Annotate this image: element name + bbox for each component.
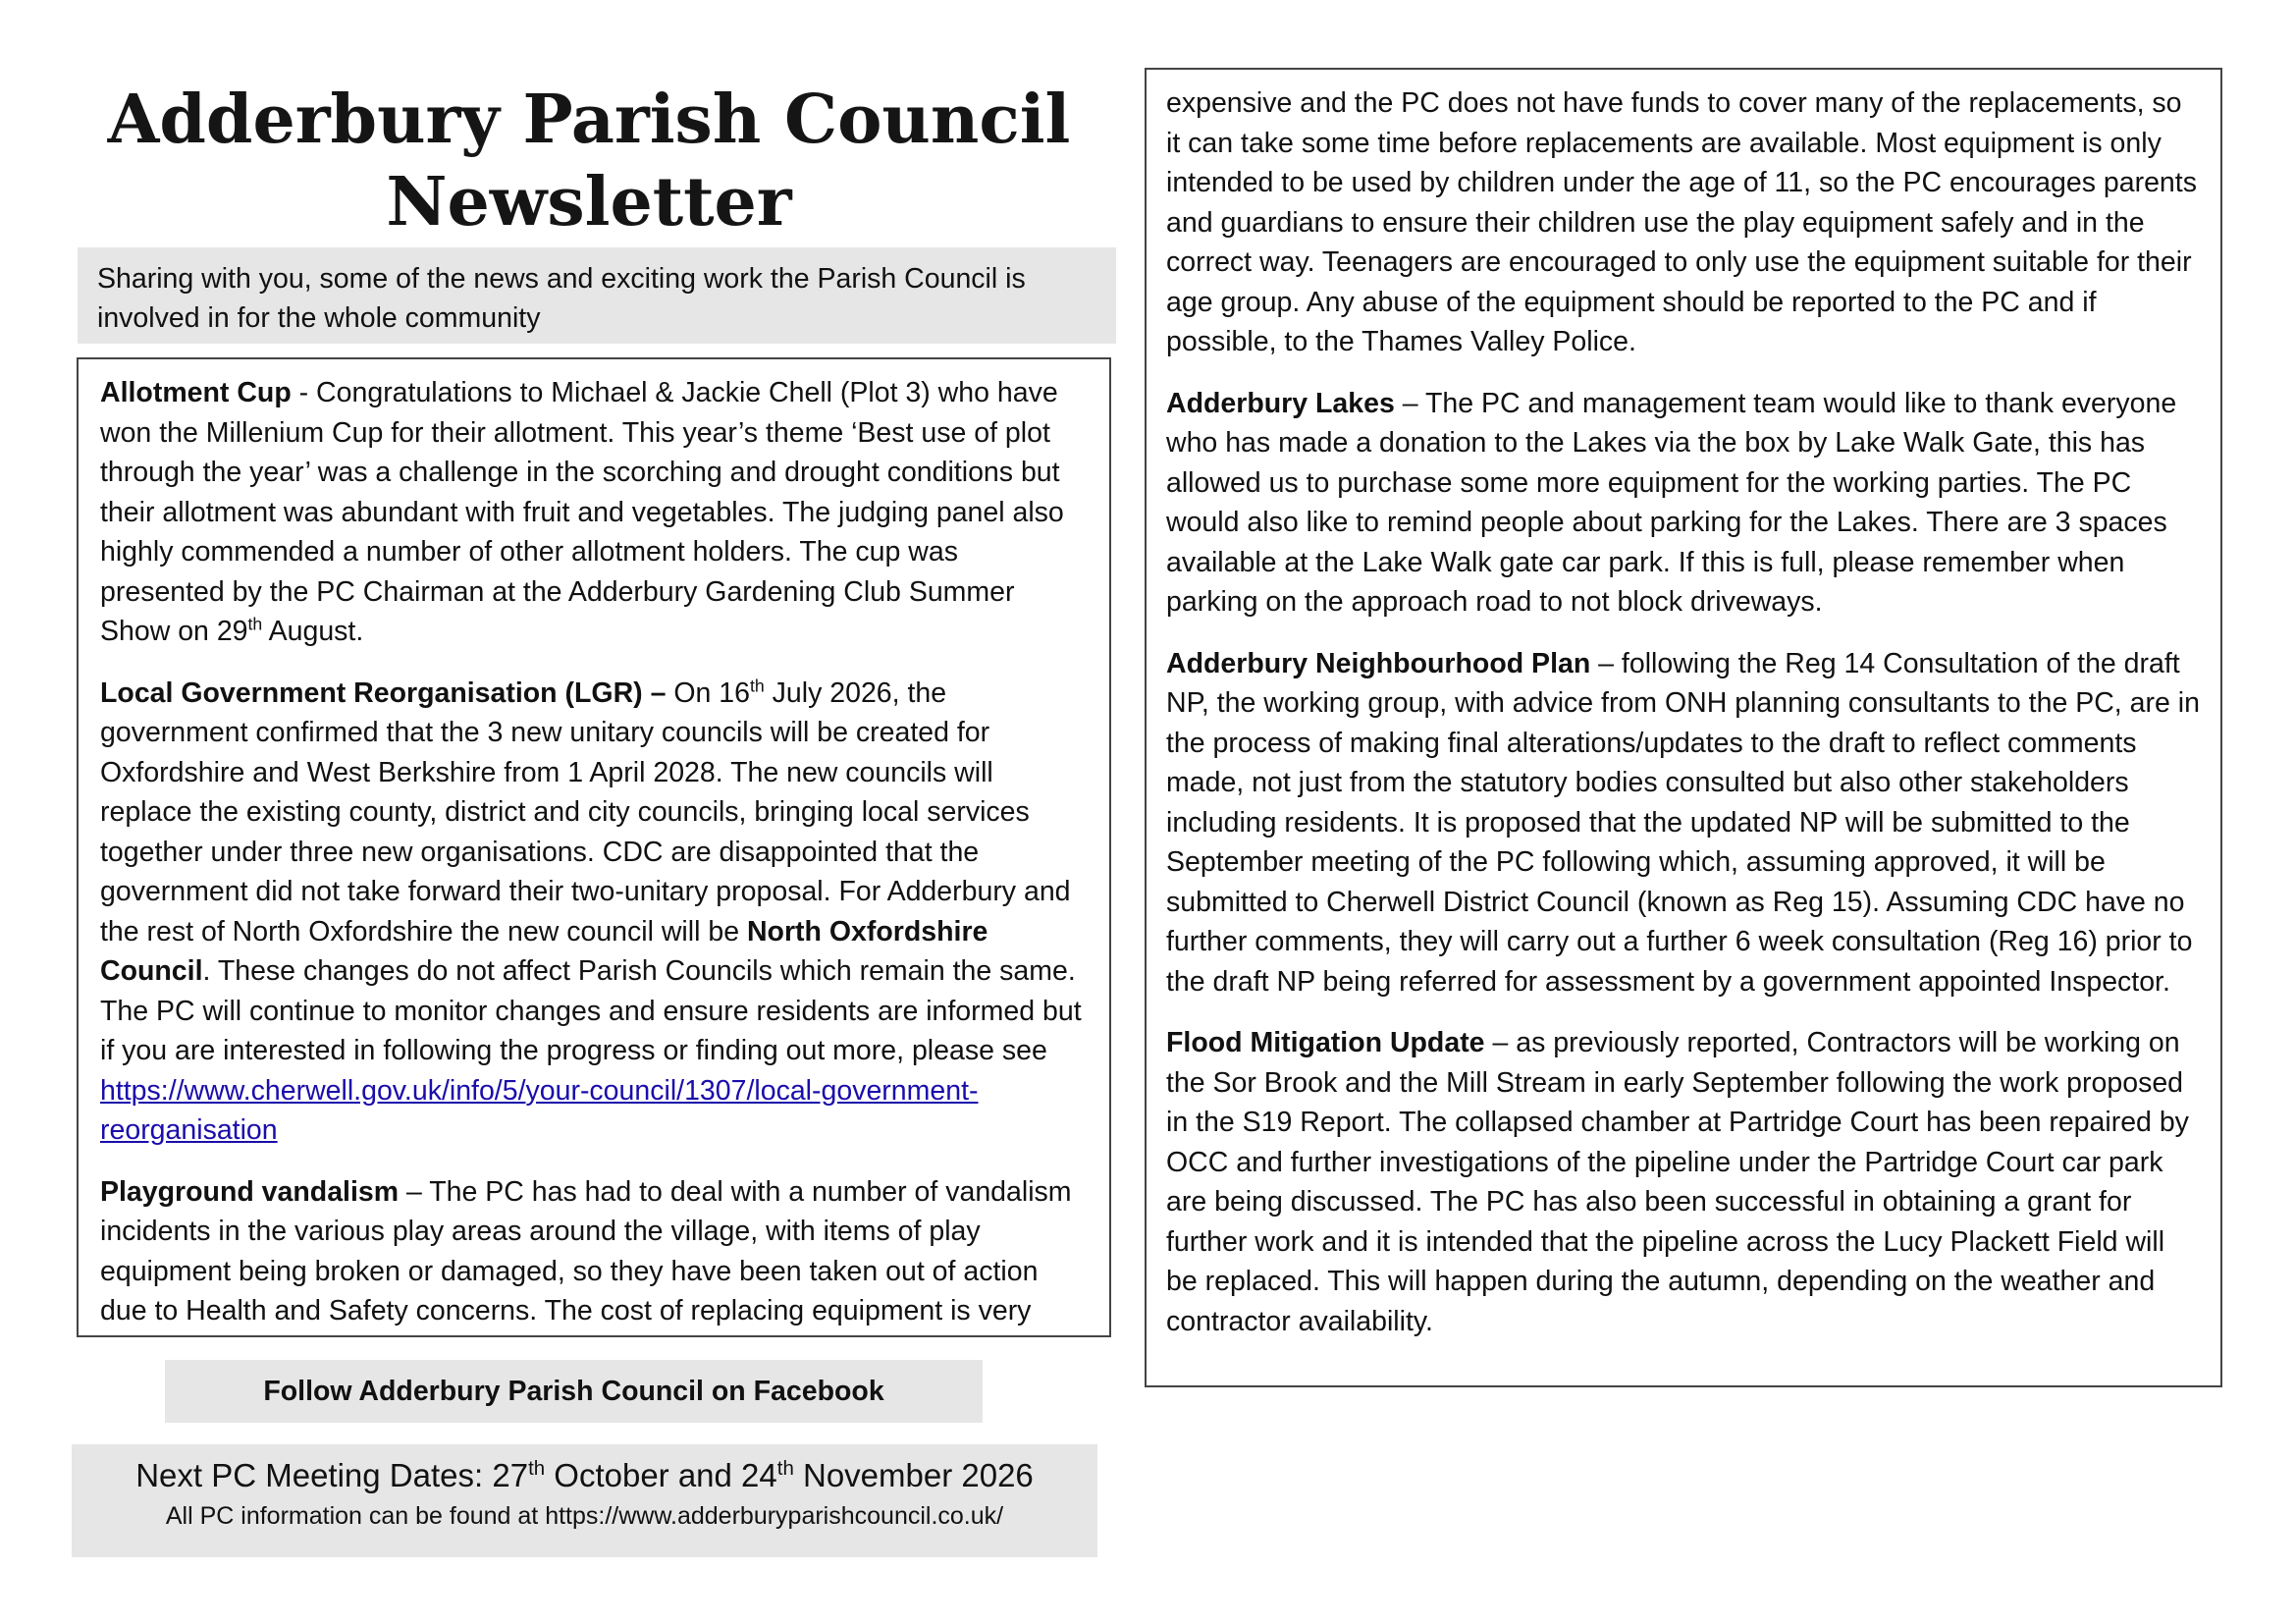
lgr-link[interactable]: https://www.cherwell.gov.uk/info/5/your-council/1307/local-government-reorganisation [100,1074,979,1146]
allotment-cup-heading: Allotment Cup [100,377,292,408]
newsletter-title [79,79,1099,244]
meeting-dates-banner [72,1444,1097,1557]
facebook-text: Follow Adderbury Parish Council on Facebook [263,1375,884,1407]
right-article-box [1145,68,2222,1387]
allotment-cup-paragraph: Allotment Cup - Congratulations to Michael & Jackie Chell (Plot 3) who have won the Millenium Cup for their allotment. This year’s theme ‘Best use of plot through the year’ was a challenge in the scorching and drought conditions but their allotment was abundant with fruit and vegetables. The judging panel also highly commended a number of other allotment holders. The cup was presented by the PC Chairman at the Adderbury Gardening Club Summer Show on 29th August. [100,377,1064,647]
meeting-dates: Next PC Meeting Dates: 27th October and 24th November 2026 [135,1457,1034,1493]
north-oxfordshire-council: North Oxfordshire Council [100,915,988,987]
title-line-1: Adderbury Parish Council [107,81,1071,159]
left-article-box [77,357,1111,1337]
lgr-heading: Local Government Reorganisation (LGR) – [100,677,667,709]
playground-paragraph: Playground vandalism – The PC has had to deal with a number of vandalism incidents in the various play areas around the village, with items of play equipment being broken or damaged, so they have been taken out of action due to Health and Safety concerns. The cost of replacing equipment is very [100,1175,1072,1326]
pc-info-text: All PC information can be found at https://www.adderburyparishcouncil.co.uk/ [165,1502,1004,1530]
lakes-heading: Adderbury Lakes [1166,387,1395,419]
flood-mitigation-heading: Flood Mitigation Update [1166,1027,1485,1058]
flood-mitigation-paragraph: Flood Mitigation Update – as previously reported, Contractors will be working on the Sor Brook and the Mill Stream in early September following the work proposed in the S19 Report. The collapsed chamber at Partridge Court has been repaired by OCC and further investigations of the pipeline under the Partridge Court car park are being discussed. The PC has also been successful in obtaining a grant for further work and it is intended that the pipeline across the Lucy Plackett Field will be replaced. This will happen during the autumn, depending on the weather and contractor availability. [1166,1027,2189,1337]
neighbourhood-plan-paragraph: Adderbury Neighbourhood Plan – following the Reg 14 Consultation of the draft NP, the working group, with advice from ONH planning consultants to the PC, are in the process of making final alterations/updates to the draft to reflect comments made, not just from the statutory bodies consulted but also other stakeholders including residents. It is proposed that the updated NP will be submitted to the September meeting of the PC following which, assuming approved, it will be submitted to Cherwell District Council (known as Reg 15). Assuming CDC have no further comments, they will carry out a further 6 week consultation (Reg 16) prior to the draft NP being referred for assessment by a government appointed Inspector. [1166,647,2200,998]
neighbourhood-plan-heading: Adderbury Neighbourhood Plan [1166,647,1591,679]
lgr-paragraph: Local Government Reorganisation (LGR) – On 16th July 2026, the government confirmed that the 3 new unitary councils will be created for Oxfordshire and West Berkshire from 1 April 2028. The new councils will replace the existing county, district and city councils, bringing local services together under three new organisations. CDC are disappointed that the government did not take forward their two-unitary proposal. For Adderbury and the rest of North Oxfordshire the new council will be North Oxfordshire Council. These changes do not affect Parish Councils which remain the same. The PC will continue to monitor changes and ensure residents are informed but if you are interested in following the progress or finding out more, please see https://www.cherwell.gov.uk/info/5/your-council/1307/local-government-reorganisation [100,676,1082,1146]
lakes-paragraph: Adderbury Lakes – The PC and management team would like to thank everyone who has made a donation to the Lakes via the box by Lake Walk Gate, this has allowed us to purchase some more equipment for the working parties. The PC would also like to remind people about parking for the Lakes. There are 3 spaces available at the Lake Walk gate car park. If this is full, please remember when parking on the approach road to not block driveways. [1166,387,2177,618]
playground-heading: Playground vandalism [100,1175,400,1208]
playground-continuation: expensive and the PC does not have funds to cover many of the replacements, so it can take some time before replacements are available. Most equipment is only intended to be used by children under the age of 11, so the PC encourages parents and guardians to ensure their children use the play equipment safely and in the correct way. Teenagers are encouraged to only use the equipment suitable for their age group. Any abuse of the equipment should be reported to the PC and if possible, to the Thames Valley Police. [1166,87,2197,357]
facebook-banner [165,1360,983,1423]
title-line-2: Newsletter [386,163,792,242]
intro-banner: Sharing with you, some of the news and exciting work the Parish Council is involved in for the whole community [78,247,1116,344]
